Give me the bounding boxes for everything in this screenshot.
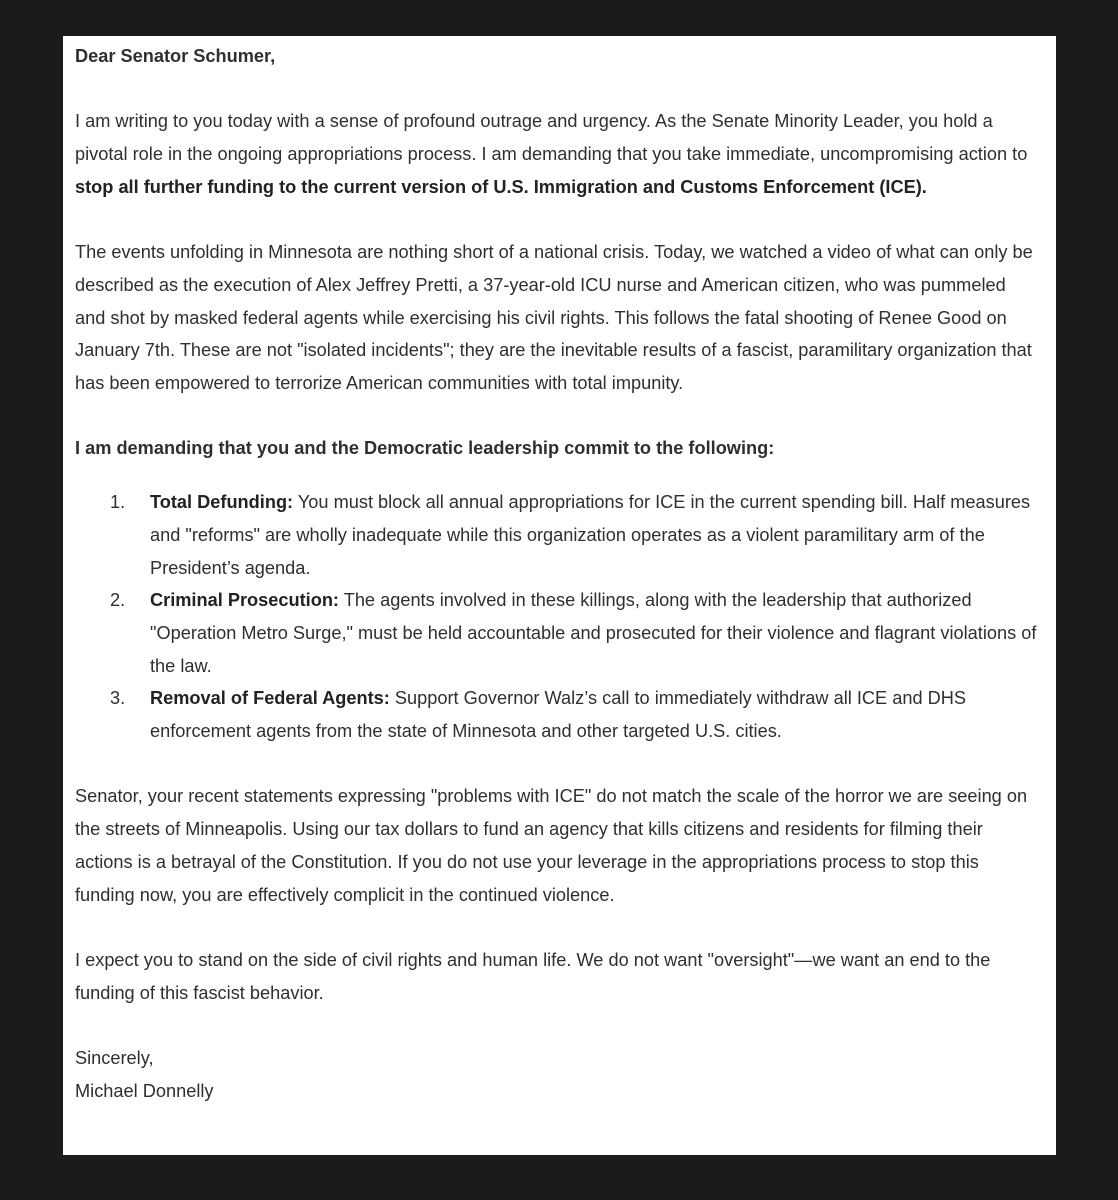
intro-text: I am writing to you today with a sense of profound outrage and urgency. As the Senate Minority Leader, you hold a pivotal role in the ongoing appropriations process. I am demanding that you take immediate, uncompromising action to — [75, 111, 1028, 165]
demand-title: Criminal Prosecution: — [150, 590, 339, 611]
intro-paragraph — [75, 105, 1038, 203]
demand-title: Total Defunding: — [150, 492, 294, 513]
demand-item — [75, 486, 1038, 584]
demand-item — [75, 584, 1038, 682]
demand-title: Removal of Federal Agents: — [150, 688, 390, 709]
expectation-paragraph: I expect you to stand on the side of civil rights and human life. We do not want "oversight"—we want an end to the funding of this fascist behavior. — [75, 949, 991, 1003]
demand-number: 2. — [110, 590, 126, 611]
salutation: Dear Senator Schumer, — [75, 46, 276, 66]
closing: Sincerely, — [75, 1048, 154, 1068]
demand-number: 3. — [110, 688, 126, 709]
demand-text: Support Governor Walz’s call to immediately withdraw all ICE and DHS enforcement agents from the state of Minnesota and other targeted U.S. cities. — [150, 688, 967, 742]
demand-number: 1. — [110, 492, 126, 513]
demand-item — [75, 682, 1038, 747]
letter-page — [63, 36, 1056, 1155]
statements-paragraph: Senator, your recent statements expressing "problems with ICE" do not match the scale of the horror we are seeing on the streets of Minneapolis. Using our tax dollars to fund an agency that kills citizens and residents for filming their actions is a betrayal of the Constitution. If you do not use your leverage in the appropriations process to stop this funding now, you are effectively complicit in the continued violence. — [75, 786, 1028, 905]
demand-text: You must block all annual appropriations for ICE in the current spending bill. Half measures and "reforms" are wholly inadequate while this organization operates as a violent paramilitary arm of the President’s agenda. — [150, 492, 1031, 578]
demand-text: The agents involved in these killings, along with the leadership that authorized "Operation Metro Surge," must be held accountable and prosecuted for their violence and flagrant violations of the law. — [150, 590, 1037, 676]
signature: Michael Donnelly — [75, 1080, 214, 1101]
demands-heading: I am demanding that you and the Democratic leadership commit to the following: — [75, 438, 775, 459]
events-paragraph: The events unfolding in Minnesota are nothing short of a national crisis. Today, we watched a video of what can only be described as the execution of Alex Jeffrey Pretti, a 37-year-old ICU nurse and American citizen, who was pummeled and shot by masked federal agents while exercising his civil rights. This follows the fatal shooting of Renee Good on January 7th. These are not "isolated incidents"; they are the inevitable results of a fascist, paramilitary organization that has been empowered to terrorize American communities with total impunity. — [75, 242, 1033, 393]
demands-list — [75, 486, 1038, 748]
intro-bold-demand: stop all further funding to the current version of U.S. Immigration and Customs Enforcement (ICE). — [75, 176, 927, 197]
